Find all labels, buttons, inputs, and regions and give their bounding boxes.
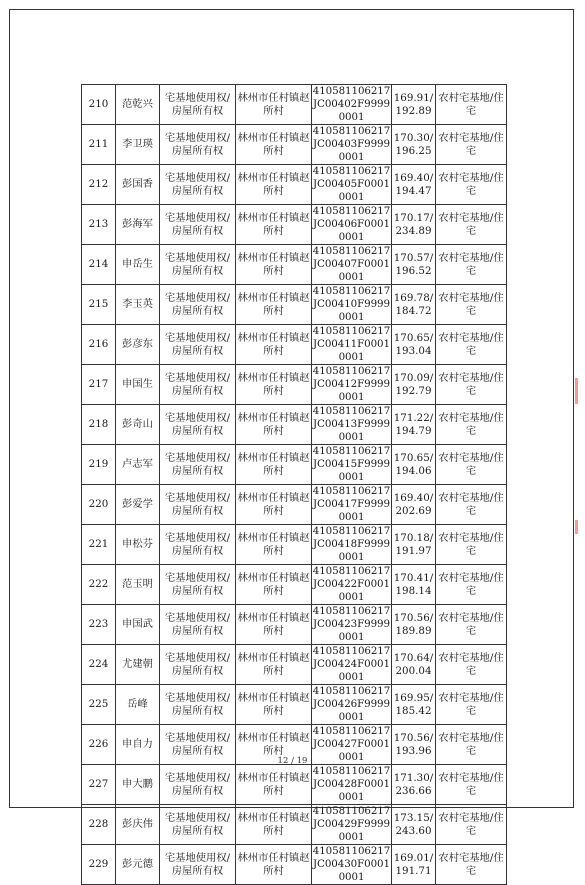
area-value: 169.40/194.47 (393, 171, 434, 197)
right-type: 宅基地使用权/房屋所有权 (164, 251, 231, 277)
area-value-cell (392, 405, 436, 445)
owner-name-cell (116, 565, 160, 605)
right-type: 宅基地使用权/房屋所有权 (164, 611, 231, 637)
row-number: 229 (88, 858, 109, 870)
row-number-cell (82, 605, 116, 645)
table-row (82, 485, 507, 525)
row-number: 228 (88, 818, 109, 830)
unit-code: 410581106217JC00403F99990001 (312, 125, 391, 163)
right-type-cell (160, 365, 236, 405)
row-number-cell (82, 645, 116, 685)
right-type: 宅基地使用权/房屋所有权 (164, 451, 231, 477)
location: 林州市任村镇赵所村 (237, 771, 310, 797)
owner-name: 彭国香 (122, 178, 153, 190)
owner-name: 岳峰 (127, 698, 148, 710)
row-number: 216 (88, 338, 109, 350)
location: 林州市任村镇赵所村 (237, 291, 310, 317)
land-use: 农村宅基地/住宅 (438, 731, 504, 757)
area-value: 171.30/236.66 (393, 771, 434, 797)
location-cell (236, 685, 312, 725)
right-type-cell (160, 285, 236, 325)
area-value: 173.15/243.60 (393, 811, 434, 837)
land-use-cell (436, 365, 507, 405)
area-value: 169.40/202.69 (393, 491, 434, 517)
unit-code-cell (312, 765, 392, 805)
right-type: 宅基地使用权/房屋所有权 (164, 691, 231, 717)
location-cell (236, 765, 312, 805)
location: 林州市任村镇赵所村 (237, 691, 310, 717)
right-type-cell (160, 245, 236, 285)
owner-name: 彭元德 (122, 858, 153, 870)
table-row (82, 445, 507, 485)
owner-name-cell (116, 605, 160, 645)
land-use-cell (436, 165, 507, 205)
unit-code-cell (312, 845, 392, 885)
location: 林州市任村镇赵所村 (237, 211, 310, 237)
land-use-cell (436, 525, 507, 565)
unit-code: 410581106217JC00422F00010001 (312, 565, 391, 603)
location-cell (236, 205, 312, 245)
owner-name: 彭庆伟 (122, 818, 153, 830)
right-type: 宅基地使用权/房屋所有权 (164, 291, 231, 317)
area-value: 170.18/191.97 (393, 531, 434, 557)
location-cell (236, 85, 312, 125)
area-value-cell (392, 845, 436, 885)
unit-code-cell (312, 685, 392, 725)
owner-name-cell (116, 845, 160, 885)
row-number: 212 (88, 178, 109, 190)
row-number-cell (82, 285, 116, 325)
land-use-cell (436, 205, 507, 245)
location-cell (236, 405, 312, 445)
area-value-cell (392, 125, 436, 165)
land-use: 农村宅基地/住宅 (438, 811, 504, 837)
area-value: 170.09/192.79 (393, 371, 434, 397)
location-cell (236, 645, 312, 685)
location-cell (236, 165, 312, 205)
owner-name-cell (116, 205, 160, 245)
land-use-cell (436, 405, 507, 445)
area-value: 170.65/194.06 (393, 451, 434, 477)
right-type: 宅基地使用权/房屋所有权 (164, 371, 231, 397)
location: 林州市任村镇赵所村 (237, 131, 310, 157)
land-use: 农村宅基地/住宅 (438, 651, 504, 677)
table-row (82, 205, 507, 245)
seal-trace-mark (575, 520, 578, 534)
owner-name-cell (116, 445, 160, 485)
land-use-cell (436, 245, 507, 285)
right-type: 宅基地使用权/房屋所有权 (164, 571, 231, 597)
area-value: 169.91/192.89 (393, 91, 434, 117)
land-use: 农村宅基地/住宅 (438, 371, 504, 397)
location-cell (236, 485, 312, 525)
unit-code-cell (312, 285, 392, 325)
land-use: 农村宅基地/住宅 (438, 171, 504, 197)
owner-name-cell (116, 765, 160, 805)
table-row (82, 845, 507, 885)
right-type: 宅基地使用权/房屋所有权 (164, 91, 231, 117)
location: 林州市任村镇赵所村 (237, 91, 310, 117)
owner-name: 李玉英 (122, 298, 153, 310)
table-row (82, 805, 507, 845)
table-row (82, 405, 507, 445)
owner-name: 彭海军 (122, 218, 153, 230)
area-value-cell (392, 605, 436, 645)
land-use: 农村宅基地/住宅 (438, 611, 504, 637)
area-value-cell (392, 365, 436, 405)
right-type-cell (160, 685, 236, 725)
land-use: 农村宅基地/住宅 (438, 491, 504, 517)
table-row (82, 525, 507, 565)
owner-name-cell (116, 325, 160, 365)
area-value: 170.64/200.04 (393, 651, 434, 677)
area-value-cell (392, 285, 436, 325)
land-use-cell (436, 285, 507, 325)
owner-name: 李卫瑛 (122, 138, 153, 150)
row-number: 215 (88, 298, 109, 310)
row-number: 219 (88, 458, 109, 470)
right-type: 宅基地使用权/房屋所有权 (164, 491, 231, 517)
area-value: 170.30/196.25 (393, 131, 434, 157)
row-number-cell (82, 485, 116, 525)
area-value: 169.01/191.71 (393, 851, 434, 877)
location-cell (236, 845, 312, 885)
land-use: 农村宅基地/住宅 (438, 571, 504, 597)
row-number: 221 (88, 538, 109, 550)
right-type-cell (160, 85, 236, 125)
row-number: 222 (88, 578, 109, 590)
land-use-cell (436, 685, 507, 725)
right-type-cell (160, 325, 236, 365)
right-type: 宅基地使用权/房屋所有权 (164, 411, 231, 437)
right-type: 宅基地使用权/房屋所有权 (164, 651, 231, 677)
owner-name: 申自力 (122, 738, 153, 750)
land-use-cell (436, 645, 507, 685)
area-value-cell (392, 205, 436, 245)
location: 林州市任村镇赵所村 (237, 811, 310, 837)
seal-trace-mark (575, 378, 578, 404)
location: 林州市任村镇赵所村 (237, 731, 310, 757)
right-type-cell (160, 565, 236, 605)
area-value-cell (392, 245, 436, 285)
owner-name: 申松芬 (122, 538, 153, 550)
land-use-cell (436, 605, 507, 645)
area-value: 169.78/184.72 (393, 291, 434, 317)
row-number: 211 (88, 138, 109, 150)
land-use: 农村宅基地/住宅 (438, 251, 504, 277)
land-use-cell (436, 805, 507, 845)
unit-code: 410581106217JC00430F00010001 (312, 845, 391, 883)
owner-name-cell (116, 645, 160, 685)
row-number: 220 (88, 498, 109, 510)
table-row (82, 245, 507, 285)
area-value: 170.56/189.89 (393, 611, 434, 637)
right-type-cell (160, 605, 236, 645)
table-row (82, 765, 507, 805)
location: 林州市任村镇赵所村 (237, 331, 310, 357)
unit-code-cell (312, 165, 392, 205)
unit-code: 410581106217JC00427F00010001 (312, 725, 391, 763)
unit-code: 410581106217JC00412F99990001 (312, 365, 391, 403)
table-row (82, 165, 507, 205)
row-number: 217 (88, 378, 109, 390)
table-row (82, 85, 507, 125)
location: 林州市任村镇赵所村 (237, 491, 310, 517)
row-number-cell (82, 445, 116, 485)
row-number-cell (82, 365, 116, 405)
land-use-cell (436, 845, 507, 885)
area-value: 170.57/196.52 (393, 251, 434, 277)
location-cell (236, 565, 312, 605)
unit-code: 410581106217JC00428F00010001 (312, 765, 391, 803)
right-type: 宅基地使用权/房屋所有权 (164, 211, 231, 237)
right-type-cell (160, 205, 236, 245)
row-number: 213 (88, 218, 109, 230)
unit-code: 410581106217JC00406F00010001 (312, 205, 391, 243)
owner-name: 申大鹏 (122, 778, 153, 790)
row-number: 225 (88, 698, 109, 710)
owner-name-cell (116, 285, 160, 325)
land-use: 农村宅基地/住宅 (438, 851, 504, 877)
owner-name: 彭彦东 (122, 338, 153, 350)
unit-code: 410581106217JC00411F00010001 (312, 325, 391, 363)
table-row (82, 685, 507, 725)
location: 林州市任村镇赵所村 (237, 531, 310, 557)
row-number-cell (82, 405, 116, 445)
location: 林州市任村镇赵所村 (237, 451, 310, 477)
row-number: 223 (88, 618, 109, 630)
unit-code-cell (312, 485, 392, 525)
row-number-cell (82, 525, 116, 565)
location: 林州市任村镇赵所村 (237, 171, 310, 197)
land-use: 农村宅基地/住宅 (438, 211, 504, 237)
unit-code-cell (312, 565, 392, 605)
location: 林州市任村镇赵所村 (237, 371, 310, 397)
unit-code: 410581106217JC00417F99990001 (312, 485, 391, 523)
land-use-cell (436, 485, 507, 525)
area-value-cell (392, 165, 436, 205)
right-type: 宅基地使用权/房屋所有权 (164, 771, 231, 797)
area-value: 169.95/185.42 (393, 691, 434, 717)
table-row (82, 645, 507, 685)
right-type-cell (160, 165, 236, 205)
location-cell (236, 285, 312, 325)
right-type-cell (160, 765, 236, 805)
table-row (82, 285, 507, 325)
owner-name-cell (116, 165, 160, 205)
owner-name: 范乾兴 (122, 98, 153, 110)
owner-name: 申岳生 (122, 258, 153, 270)
unit-code: 410581106217JC00415F99990001 (312, 445, 391, 483)
land-use: 农村宅基地/住宅 (438, 531, 504, 557)
row-number: 226 (88, 738, 109, 750)
owner-name-cell (116, 525, 160, 565)
area-value-cell (392, 685, 436, 725)
owner-name: 范玉明 (122, 578, 153, 590)
right-type: 宅基地使用权/房屋所有权 (164, 731, 231, 757)
owner-name: 卢志军 (122, 458, 153, 470)
owner-name: 申国武 (122, 618, 153, 630)
land-use: 农村宅基地/住宅 (438, 691, 504, 717)
area-value-cell (392, 645, 436, 685)
right-type: 宅基地使用权/房屋所有权 (164, 811, 231, 837)
area-value-cell (392, 805, 436, 845)
right-type-cell (160, 405, 236, 445)
unit-code: 410581106217JC00413F99990001 (312, 405, 391, 443)
row-number-cell (82, 845, 116, 885)
unit-code: 410581106217JC00418F99990001 (312, 525, 391, 563)
area-value: 170.65/193.04 (393, 331, 434, 357)
row-number-cell (82, 125, 116, 165)
owner-name-cell (116, 245, 160, 285)
land-use: 农村宅基地/住宅 (438, 91, 504, 117)
table-row (82, 605, 507, 645)
owner-name-cell (116, 85, 160, 125)
unit-code-cell (312, 125, 392, 165)
area-value: 170.17/234.89 (393, 211, 434, 237)
row-number: 210 (88, 98, 109, 110)
location: 林州市任村镇赵所村 (237, 651, 310, 677)
land-use: 农村宅基地/住宅 (438, 331, 504, 357)
location-cell (236, 445, 312, 485)
right-type-cell (160, 485, 236, 525)
land-use-cell (436, 125, 507, 165)
unit-code-cell (312, 325, 392, 365)
row-number-cell (82, 325, 116, 365)
row-number-cell (82, 165, 116, 205)
area-value: 170.41/198.14 (393, 571, 434, 597)
right-type-cell (160, 845, 236, 885)
area-value-cell (392, 485, 436, 525)
right-type: 宅基地使用权/房屋所有权 (164, 131, 231, 157)
area-value: 171.22/194.79 (393, 411, 434, 437)
right-type: 宅基地使用权/房屋所有权 (164, 171, 231, 197)
location-cell (236, 325, 312, 365)
land-use-cell (436, 85, 507, 125)
owner-name-cell (116, 365, 160, 405)
area-value-cell (392, 765, 436, 805)
location: 林州市任村镇赵所村 (237, 251, 310, 277)
row-number-cell (82, 205, 116, 245)
owner-name-cell (116, 125, 160, 165)
unit-code: 410581106217JC00424F00010001 (312, 645, 391, 683)
area-value-cell (392, 565, 436, 605)
right-type: 宅基地使用权/房屋所有权 (164, 531, 231, 557)
location-cell (236, 525, 312, 565)
owner-name-cell (116, 805, 160, 845)
owner-name: 申国生 (122, 378, 153, 390)
right-type-cell (160, 445, 236, 485)
row-number: 224 (88, 658, 109, 670)
owner-name: 彭奇山 (122, 418, 153, 430)
unit-code: 410581106217JC00429F99990001 (312, 805, 391, 843)
location: 林州市任村镇赵所村 (237, 851, 310, 877)
unit-code-cell (312, 205, 392, 245)
unit-code-cell (312, 605, 392, 645)
owner-name-cell (116, 485, 160, 525)
unit-code-cell (312, 525, 392, 565)
row-number-cell (82, 85, 116, 125)
location-cell (236, 125, 312, 165)
unit-code: 410581106217JC00402F99990001 (312, 85, 391, 123)
row-number-cell (82, 245, 116, 285)
land-use: 农村宅基地/住宅 (438, 291, 504, 317)
right-type-cell (160, 645, 236, 685)
table-row (82, 125, 507, 165)
unit-code-cell (312, 245, 392, 285)
owner-name-cell (116, 405, 160, 445)
row-number: 214 (88, 258, 109, 270)
location: 林州市任村镇赵所村 (237, 411, 310, 437)
unit-code-cell (312, 85, 392, 125)
location-cell (236, 805, 312, 845)
area-value-cell (392, 445, 436, 485)
unit-code-cell (312, 445, 392, 485)
row-number-cell (82, 685, 116, 725)
table-row (82, 325, 507, 365)
row-number: 227 (88, 778, 109, 790)
land-use-cell (436, 765, 507, 805)
area-value-cell (392, 525, 436, 565)
unit-code-cell (312, 805, 392, 845)
table-row (82, 565, 507, 605)
owner-name-cell (116, 685, 160, 725)
location: 林州市任村镇赵所村 (237, 571, 310, 597)
row-number-cell (82, 765, 116, 805)
land-use: 农村宅基地/住宅 (438, 771, 504, 797)
location-cell (236, 365, 312, 405)
location: 林州市任村镇赵所村 (237, 611, 310, 637)
right-type-cell (160, 805, 236, 845)
row-number-cell (82, 565, 116, 605)
unit-code-cell (312, 645, 392, 685)
owner-name: 尤建朝 (122, 658, 153, 670)
land-use: 农村宅基地/住宅 (438, 451, 504, 477)
unit-code: 410581106217JC00423F99990001 (312, 605, 391, 643)
land-use-cell (436, 445, 507, 485)
right-type-cell (160, 525, 236, 565)
row-number: 218 (88, 418, 109, 430)
land-use-cell (436, 565, 507, 605)
unit-code-cell (312, 405, 392, 445)
location-cell (236, 245, 312, 285)
right-type-cell (160, 125, 236, 165)
unit-code: 410581106217JC00426F99990001 (312, 685, 391, 723)
unit-code: 410581106217JC00407F00010001 (312, 245, 391, 283)
area-value-cell (392, 325, 436, 365)
right-type: 宅基地使用权/房屋所有权 (164, 851, 231, 877)
owner-name: 彭爱学 (122, 498, 153, 510)
land-use-cell (436, 325, 507, 365)
row-number-cell (82, 805, 116, 845)
right-type: 宅基地使用权/房屋所有权 (164, 331, 231, 357)
table-row (82, 365, 507, 405)
land-use: 农村宅基地/住宅 (438, 411, 504, 437)
unit-code: 410581106217JC00410F99990001 (312, 285, 391, 323)
unit-code: 410581106217JC00405F00010001 (312, 165, 391, 203)
area-value-cell (392, 85, 436, 125)
land-use: 农村宅基地/住宅 (438, 131, 504, 157)
area-value: 170.56/193.96 (393, 731, 434, 757)
page-number: 12 / 19 (277, 756, 308, 766)
location-cell (236, 605, 312, 645)
unit-code-cell (312, 365, 392, 405)
